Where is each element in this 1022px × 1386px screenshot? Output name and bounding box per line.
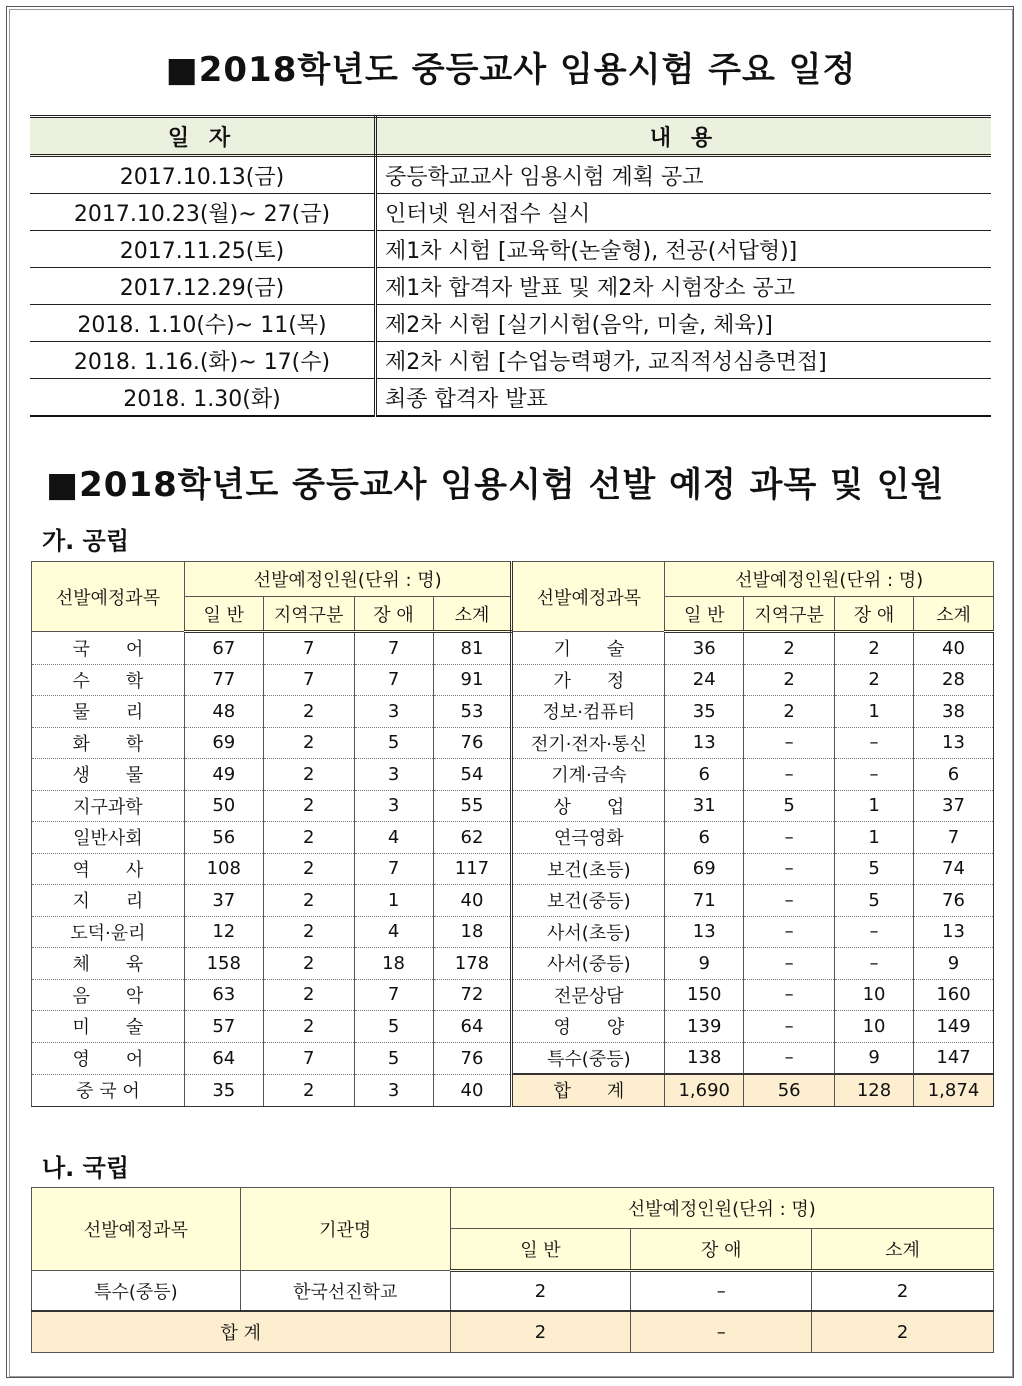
national-total-label: 합 계	[32, 1311, 451, 1353]
public-left-region: 7	[263, 664, 354, 696]
public-col-region: 지역구분	[744, 597, 835, 632]
public-right-subject: 영 양	[512, 1011, 665, 1043]
public-right-subtotal: 7	[914, 822, 994, 854]
public-left-general: 48	[184, 696, 263, 728]
public-left-region: 2	[263, 948, 354, 980]
public-right-region: –	[744, 727, 835, 759]
public-right-disabled: 2	[835, 632, 914, 665]
schedule-row	[30, 379, 991, 417]
public-left-region: 2	[263, 885, 354, 917]
public-left-subtotal: 81	[433, 632, 512, 665]
public-left-disabled: 7	[354, 632, 433, 665]
public-right-general: 31	[665, 790, 744, 822]
national-table	[31, 1187, 994, 1353]
public-left-disabled: 7	[354, 664, 433, 696]
public-right-region: 56	[744, 1074, 835, 1106]
public-left-region: 2	[263, 696, 354, 728]
public-left-disabled: 5	[354, 1042, 433, 1074]
public-right-subject: 가 정	[512, 664, 665, 696]
public-left-region: 2	[263, 822, 354, 854]
public-right-subtotal: 74	[914, 853, 994, 885]
public-left-subtotal: 55	[433, 790, 512, 822]
public-right-subtotal: 13	[914, 727, 994, 759]
schedule-content: 제2차 시험 [실기시험(음악, 미술, 체육)]	[376, 305, 992, 342]
public-left-subtotal: 178	[433, 948, 512, 980]
public-left-subject: 영 어	[32, 1042, 185, 1074]
public-left-general: 57	[184, 1011, 263, 1043]
public-right-subtotal: 9	[914, 948, 994, 980]
public-right-region: –	[744, 1011, 835, 1043]
schedule-date: 2018. 1.30(화)	[30, 379, 376, 417]
public-left-region: 2	[263, 759, 354, 791]
public-right-region: 2	[744, 632, 835, 665]
public-left-subject: 화 학	[32, 727, 185, 759]
public-left-subject: 체 육	[32, 948, 185, 980]
public-left-subject: 미 술	[32, 1011, 185, 1043]
public-right-subtotal: 6	[914, 759, 994, 791]
public-group-header-right: 선발예정인원(단위 : 명)	[665, 562, 994, 597]
public-right-subtotal: 149	[914, 1011, 994, 1043]
public-right-region: 2	[744, 696, 835, 728]
public-left-subtotal: 64	[433, 1011, 512, 1043]
selection-title: ■2018학년도 중등교사 임용시험 선발 예정 과목 및 인원	[46, 465, 945, 505]
public-left-region: 2	[263, 1074, 354, 1106]
public-right-region: –	[744, 948, 835, 980]
public-left-disabled: 4	[354, 822, 433, 854]
public-left-region: 7	[263, 632, 354, 665]
public-left-general: 12	[184, 916, 263, 948]
public-right-general: 1,690	[665, 1074, 744, 1106]
public-row	[32, 664, 994, 696]
public-col-disabled: 장 애	[354, 597, 433, 632]
public-right-disabled: –	[835, 948, 914, 980]
public-row	[32, 916, 994, 948]
public-row	[32, 696, 994, 728]
public-left-subtotal: 91	[433, 664, 512, 696]
public-col-subtotal: 소계	[914, 597, 994, 632]
public-left-disabled: 5	[354, 1011, 433, 1043]
public-right-subject: 사서(초등)	[512, 916, 665, 948]
public-right-disabled: 5	[835, 853, 914, 885]
public-right-subject: 기 술	[512, 632, 665, 665]
public-left-disabled: 5	[354, 727, 433, 759]
public-col-disabled: 장 애	[835, 597, 914, 632]
public-right-disabled: 1	[835, 696, 914, 728]
public-subject-header-left: 선발예정과목	[32, 562, 185, 632]
public-left-general: 50	[184, 790, 263, 822]
public-left-general: 108	[184, 853, 263, 885]
public-row	[32, 1074, 994, 1106]
public-row	[32, 853, 994, 885]
public-right-general: 13	[665, 727, 744, 759]
public-right-general: 139	[665, 1011, 744, 1043]
public-row	[32, 979, 994, 1011]
public-left-subject: 역 사	[32, 853, 185, 885]
public-right-disabled: 5	[835, 885, 914, 917]
public-right-region: –	[744, 979, 835, 1011]
public-right-disabled: –	[835, 727, 914, 759]
national-subject-header: 선발예정과목	[32, 1188, 241, 1271]
public-left-disabled: 7	[354, 853, 433, 885]
public-right-subtotal: 160	[914, 979, 994, 1011]
public-left-general: 56	[184, 822, 263, 854]
public-row	[32, 822, 994, 854]
national-agency: 한국선진학교	[240, 1271, 450, 1312]
public-left-subject: 국 어	[32, 632, 185, 665]
schedule-date: 2017.10.23(월)~ 27(금)	[30, 194, 376, 231]
national-total-disabled: –	[631, 1311, 812, 1353]
public-right-general: 9	[665, 948, 744, 980]
public-row	[32, 759, 994, 791]
public-right-subtotal: 147	[914, 1042, 994, 1074]
schedule-row	[30, 194, 991, 231]
public-right-subtotal: 76	[914, 885, 994, 917]
public-left-disabled: 1	[354, 885, 433, 917]
public-left-disabled: 3	[354, 790, 433, 822]
national-subject: 특수(중등)	[32, 1271, 241, 1312]
national-total-row	[32, 1311, 994, 1353]
schedule-content: 인터넷 원서접수 실시	[376, 194, 992, 231]
public-row	[32, 1011, 994, 1043]
national-col-general: 일 반	[450, 1229, 631, 1271]
public-left-general: 67	[184, 632, 263, 665]
public-right-subject: 연극영화	[512, 822, 665, 854]
public-left-general: 77	[184, 664, 263, 696]
public-left-subtotal: 76	[433, 1042, 512, 1074]
public-subject-header-right: 선발예정과목	[512, 562, 665, 632]
national-agency-header: 기관명	[240, 1188, 450, 1271]
schedule-date: 2017.11.25(토)	[30, 231, 376, 268]
schedule-row	[30, 305, 991, 342]
public-right-region: 2	[744, 664, 835, 696]
public-left-disabled: 18	[354, 948, 433, 980]
public-left-subtotal: 40	[433, 885, 512, 917]
public-left-subject: 지구과학	[32, 790, 185, 822]
public-left-subject: 생 물	[32, 759, 185, 791]
schedule-content: 제1차 합격자 발표 및 제2차 시험장소 공고	[376, 268, 992, 305]
public-row	[32, 885, 994, 917]
public-left-general: 158	[184, 948, 263, 980]
public-right-region: –	[744, 1042, 835, 1074]
national-row	[32, 1271, 994, 1312]
public-right-region: –	[744, 759, 835, 791]
public-left-subtotal: 72	[433, 979, 512, 1011]
public-right-subtotal: 28	[914, 664, 994, 696]
public-left-general: 49	[184, 759, 263, 791]
public-col-subtotal: 소계	[433, 597, 512, 632]
public-right-subject: 기계·금속	[512, 759, 665, 791]
public-right-subject: 정보·컴퓨터	[512, 696, 665, 728]
public-right-subtotal: 40	[914, 632, 994, 665]
public-row	[32, 727, 994, 759]
schedule-date: 2018. 1.16.(화)~ 17(수)	[30, 342, 376, 379]
public-right-region: –	[744, 916, 835, 948]
schedule-header-date: 일 자	[30, 117, 376, 156]
public-row	[32, 948, 994, 980]
public-right-disabled: 10	[835, 1011, 914, 1043]
schedule-row	[30, 342, 991, 379]
national-total-subtotal: 2	[812, 1311, 994, 1353]
public-left-region: 2	[263, 979, 354, 1011]
public-left-disabled: 7	[354, 979, 433, 1011]
public-right-subject: 보건(중등)	[512, 885, 665, 917]
public-right-general: 138	[665, 1042, 744, 1074]
public-right-subject: 전문상담	[512, 979, 665, 1011]
public-col-region: 지역구분	[263, 597, 354, 632]
public-right-disabled: 128	[835, 1074, 914, 1106]
public-left-subject: 도덕·윤리	[32, 916, 185, 948]
national-label: 나. 국립	[42, 1154, 130, 1182]
public-left-subtotal: 54	[433, 759, 512, 791]
public-right-general: 6	[665, 759, 744, 791]
schedule-row	[30, 268, 991, 305]
public-right-region: –	[744, 885, 835, 917]
schedule-content: 중등학교교사 임용시험 계획 공고	[376, 156, 992, 194]
public-left-subject: 중 국 어	[32, 1074, 185, 1106]
public-left-subject: 물 리	[32, 696, 185, 728]
schedule-content: 제1차 시험 [교육학(논술형), 전공(서답형)]	[376, 231, 992, 268]
public-left-subtotal: 117	[433, 853, 512, 885]
public-left-subject: 일반사회	[32, 822, 185, 854]
schedule-content: 제2차 시험 [수업능력평가, 교직적성심층면접]	[376, 342, 992, 379]
schedule-date: 2017.12.29(금)	[30, 268, 376, 305]
schedule-row	[30, 231, 991, 268]
public-right-general: 36	[665, 632, 744, 665]
public-left-subtotal: 18	[433, 916, 512, 948]
public-right-region: –	[744, 853, 835, 885]
public-table	[31, 561, 994, 1107]
public-right-subject: 합 계	[512, 1074, 665, 1106]
public-left-disabled: 3	[354, 1074, 433, 1106]
national-col-disabled: 장 애	[631, 1229, 812, 1271]
public-right-subject: 특수(중등)	[512, 1042, 665, 1074]
public-right-general: 35	[665, 696, 744, 728]
public-right-subtotal: 37	[914, 790, 994, 822]
schedule-content: 최종 합격자 발표	[376, 379, 992, 417]
public-left-general: 37	[184, 885, 263, 917]
public-right-general: 150	[665, 979, 744, 1011]
public-left-region: 2	[263, 916, 354, 948]
public-right-disabled: 10	[835, 979, 914, 1011]
public-left-region: 7	[263, 1042, 354, 1074]
public-left-subject: 수 학	[32, 664, 185, 696]
public-right-subtotal: 1,874	[914, 1074, 994, 1106]
public-left-region: 2	[263, 1011, 354, 1043]
public-right-subject: 보건(초등)	[512, 853, 665, 885]
schedule-date: 2018. 1.10(수)~ 11(목)	[30, 305, 376, 342]
national-disabled: –	[631, 1271, 812, 1312]
schedule-header-content: 내 용	[376, 117, 992, 156]
public-right-subject: 전기·전자·통신	[512, 727, 665, 759]
public-col-general: 일 반	[665, 597, 744, 632]
public-left-subtotal: 53	[433, 696, 512, 728]
public-left-region: 2	[263, 853, 354, 885]
national-col-subtotal: 소계	[812, 1229, 994, 1271]
public-left-general: 63	[184, 979, 263, 1011]
public-right-general: 6	[665, 822, 744, 854]
public-right-subtotal: 13	[914, 916, 994, 948]
public-left-region: 2	[263, 727, 354, 759]
public-right-general: 24	[665, 664, 744, 696]
public-right-subject: 사서(중등)	[512, 948, 665, 980]
public-col-general: 일 반	[184, 597, 263, 632]
schedule-title: ■2018학년도 중등교사 임용시험 주요 일정	[165, 50, 857, 90]
public-left-subject: 지 리	[32, 885, 185, 917]
public-right-disabled: –	[835, 759, 914, 791]
public-left-disabled: 4	[354, 916, 433, 948]
public-right-general: 69	[665, 853, 744, 885]
public-left-general: 64	[184, 1042, 263, 1074]
public-right-subject: 상 업	[512, 790, 665, 822]
public-left-disabled: 3	[354, 696, 433, 728]
public-left-general: 35	[184, 1074, 263, 1106]
public-right-general: 13	[665, 916, 744, 948]
public-left-subject: 음 악	[32, 979, 185, 1011]
national-subtotal: 2	[812, 1271, 994, 1312]
national-total-general: 2	[450, 1311, 631, 1353]
public-left-region: 2	[263, 790, 354, 822]
public-left-general: 69	[184, 727, 263, 759]
public-right-disabled: 2	[835, 664, 914, 696]
public-row	[32, 1042, 994, 1074]
public-left-subtotal: 76	[433, 727, 512, 759]
public-left-disabled: 3	[354, 759, 433, 791]
public-label: 가. 공립	[42, 527, 130, 555]
public-right-general: 71	[665, 885, 744, 917]
public-right-disabled: 9	[835, 1042, 914, 1074]
public-left-subtotal: 40	[433, 1074, 512, 1106]
public-left-subtotal: 62	[433, 822, 512, 854]
public-right-disabled: –	[835, 916, 914, 948]
schedule-date: 2017.10.13(금)	[30, 156, 376, 194]
public-right-region: 5	[744, 790, 835, 822]
national-general: 2	[450, 1271, 631, 1312]
public-row	[32, 790, 994, 822]
public-group-header-left: 선발예정인원(단위 : 명)	[184, 562, 512, 597]
schedule-table	[30, 115, 991, 417]
public-right-disabled: 1	[835, 790, 914, 822]
schedule-row	[30, 156, 991, 194]
public-row	[32, 632, 994, 665]
public-right-subtotal: 38	[914, 696, 994, 728]
national-group-header: 선발예정인원(단위 : 명)	[450, 1188, 993, 1229]
public-right-disabled: 1	[835, 822, 914, 854]
public-right-region: –	[744, 822, 835, 854]
